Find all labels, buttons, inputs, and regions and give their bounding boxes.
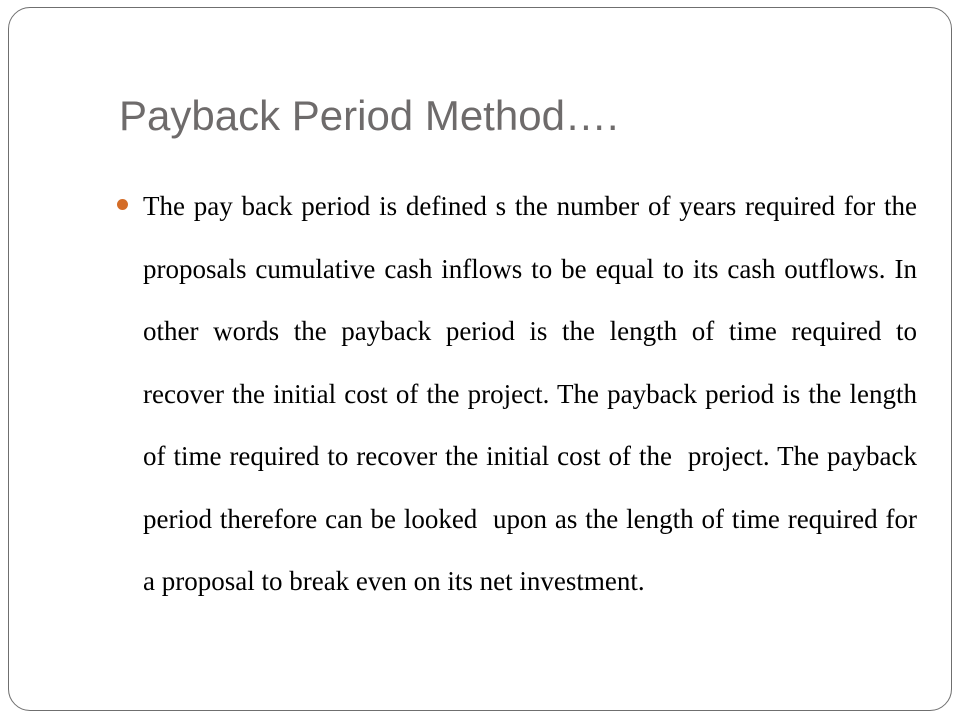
bullet-dot-icon bbox=[117, 199, 128, 210]
slide-frame bbox=[8, 7, 952, 711]
slide-title: Payback Period Method…. bbox=[119, 92, 619, 139]
bullet-item bbox=[117, 175, 924, 613]
bullet-text: The pay back period is defined s the number of years required for the proposals cumulative cash inflows to be equal to its cash outflows. In other words the payback period is the length of time required to recover the initial cost of the project. The payback period is the length of time required to recover the initial cost of the project. The payback period therefore can be looked upon as the length of time required for a proposal to break even on its net investment. bbox=[143, 191, 924, 596]
bullet-list bbox=[117, 175, 924, 613]
